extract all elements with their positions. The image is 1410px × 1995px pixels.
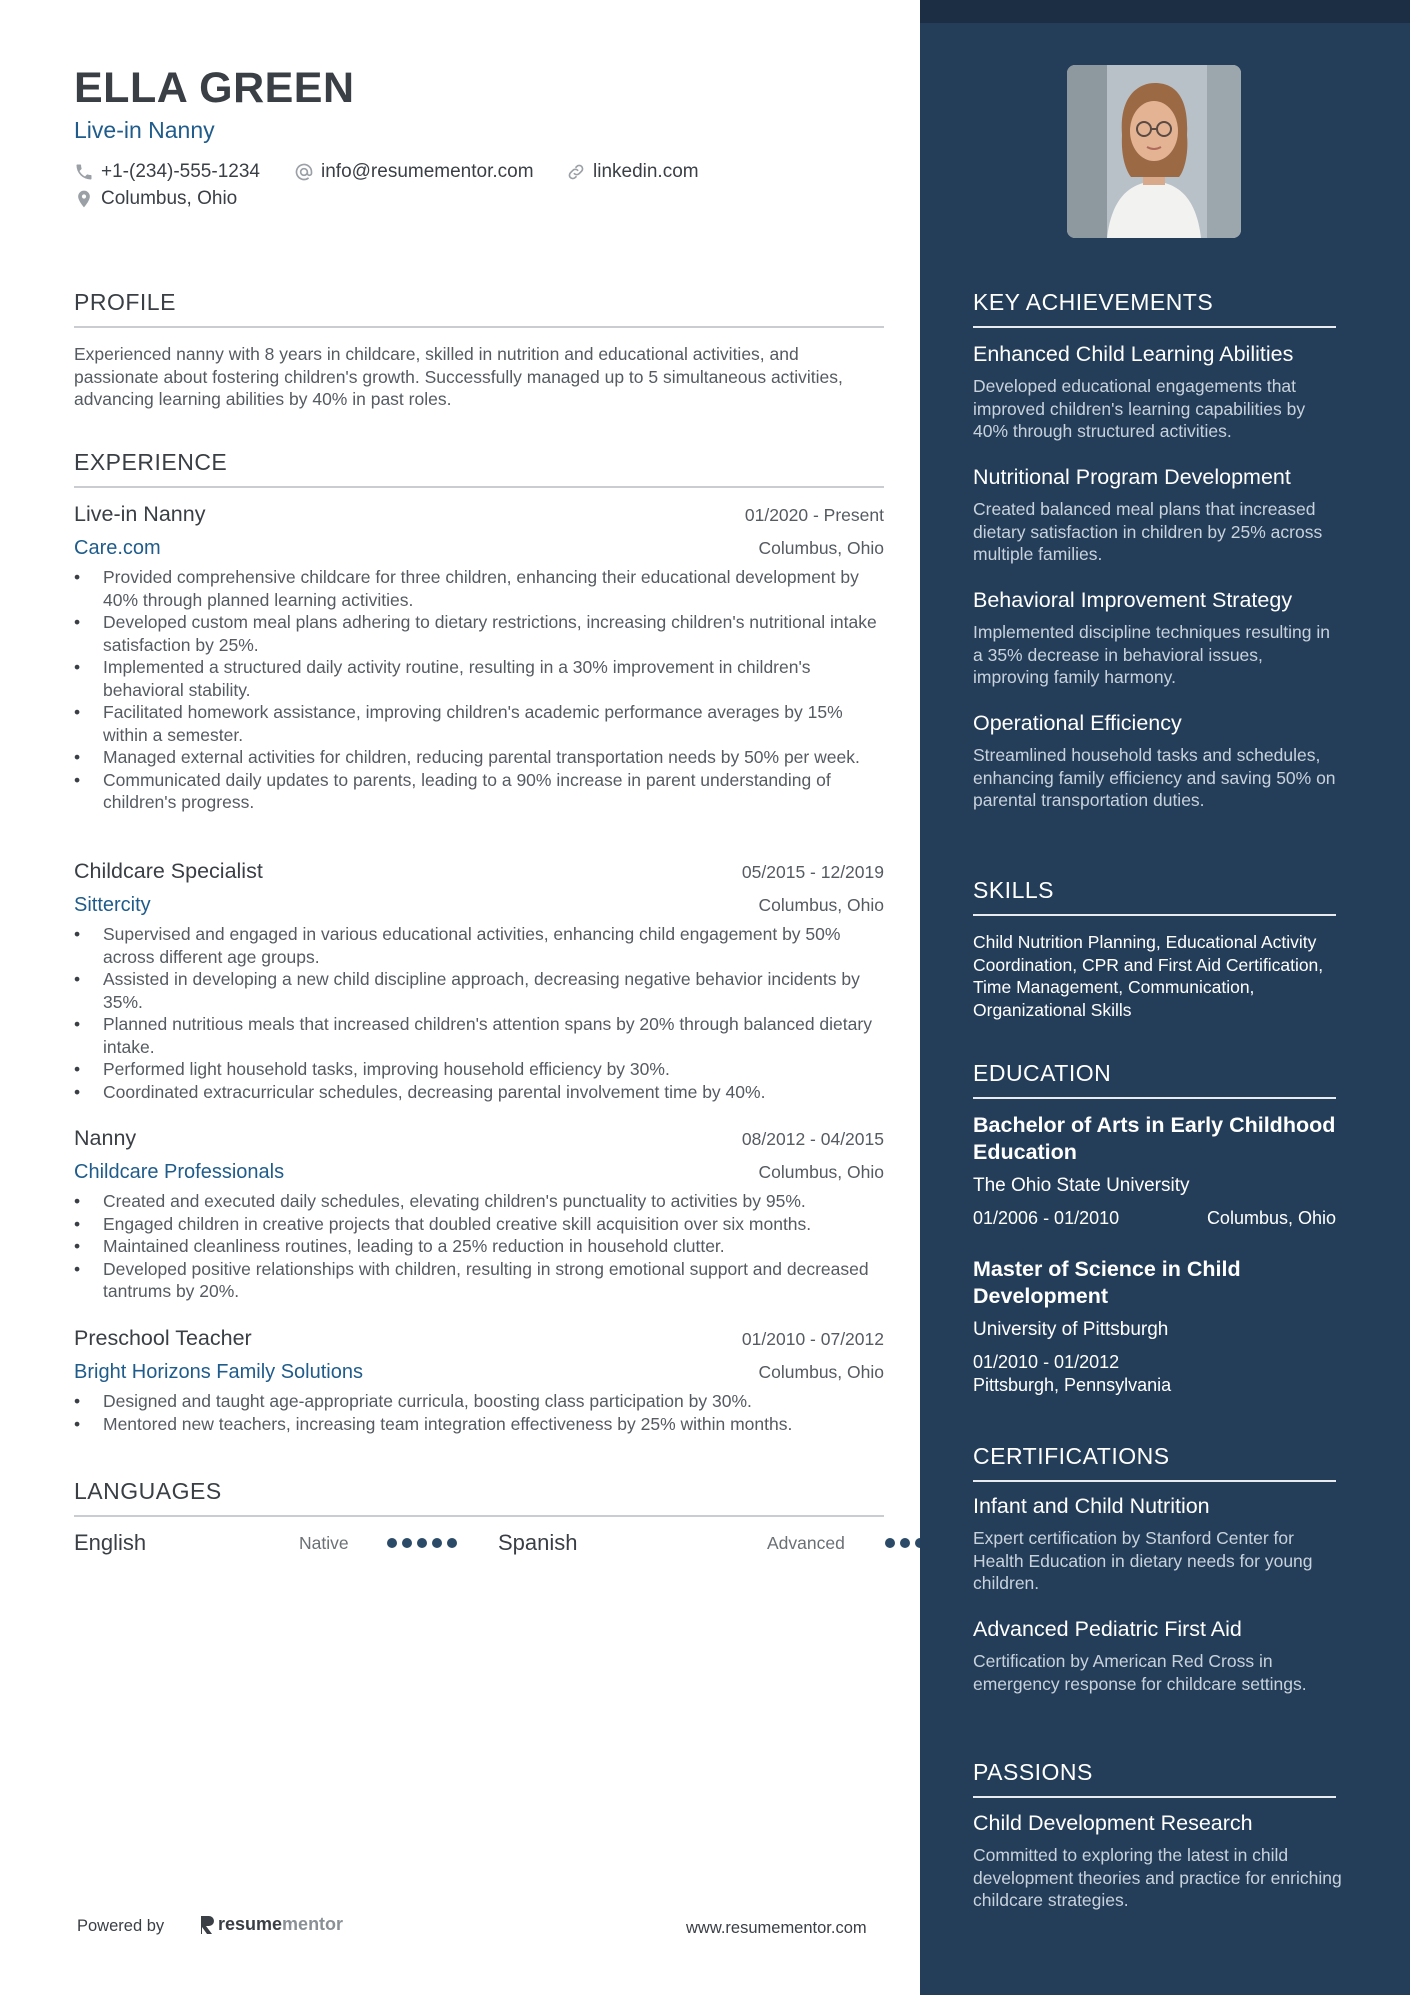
certification-item <box>973 1494 1343 1595</box>
link-icon <box>566 162 586 182</box>
contact-phone <box>74 161 260 183</box>
certification-desc: Expert certification by Stanford Center for Health Education in dietary needs for young children. <box>973 1528 1313 1593</box>
job-dates: 01/2020 - Present <box>744 505 884 525</box>
languages-heading: LANGUAGES <box>74 1478 884 1517</box>
job-bullet: • Supervised and engaged in various educational activities, enhancing child engagement by 50% across different age groups. <box>74 923 884 968</box>
job-bullet: • Provided comprehensive childcare for three children, enhancing their educational development by 40% through planned learning activities. <box>74 566 884 611</box>
passion-desc: Committed to exploring the latest in child development theories and practice for enriching childcare strategies. <box>973 1845 1342 1910</box>
rating-dot-filled <box>387 1538 397 1548</box>
passion-title: Child Development Research <box>973 1811 1253 1835</box>
sidebar-top-bar <box>920 0 1410 23</box>
certification-title: Infant and Child Nutrition <box>973 1494 1210 1518</box>
language-spanish <box>498 1529 884 1557</box>
job-title: Nanny <box>74 1126 137 1150</box>
job-bullet: • Developed custom meal plans adhering to dietary restrictions, increasing children's nutritional intake satisfaction by 25%. <box>74 611 884 656</box>
job-title: Childcare Specialist <box>74 859 263 883</box>
job-bullet: • Coordinated extracurricular schedules, decreasing parental involvement time by 40%. <box>74 1081 884 1104</box>
job-bullets <box>74 923 884 1103</box>
footer-brand[interactable] <box>199 1914 343 1935</box>
achievement-title: Behavioral Improvement Strategy <box>973 588 1293 612</box>
job-bullet: • Performed light household tasks, improving household efficiency by 30%. <box>74 1058 884 1081</box>
job-bullet: • Communicated daily updates to parents, leading to a 90% increase in parent understanding of children's progress. <box>74 769 884 814</box>
job-company: Bright Horizons Family Solutions <box>74 1361 363 1383</box>
experience-entry <box>74 1326 884 1435</box>
education-dates: 01/2006 - 01/2010 <box>973 1208 1120 1228</box>
education-location: Columbus, Ohio <box>1206 1208 1336 1228</box>
job-bullet: • Developed positive relationships with children, resulting in strong emotional support and decreased tantrums by 20%. <box>74 1258 884 1303</box>
job-dates: 05/2015 - 12/2019 <box>741 862 884 882</box>
achievement-title: Operational Efficiency <box>973 711 1182 735</box>
rating-dot-filled <box>432 1538 442 1548</box>
achievement-desc: Implemented discipline techniques resulting in a 35% decrease in behavioral issues, improving family harmony. <box>973 622 1331 687</box>
job-bullet: • Maintained cleanliness routines, leading to a 25% reduction in household clutter. <box>74 1235 884 1258</box>
experience-entry <box>74 1126 884 1303</box>
linkedin-text[interactable]: linkedin.com <box>593 161 699 182</box>
rating-dot-filled <box>900 1538 910 1548</box>
rating-dot-filled <box>417 1538 427 1548</box>
job-bullet: • Assisted in developing a new child discipline approach, decreasing negative behavior incidents by 35%. <box>74 968 884 1013</box>
experience-entry <box>74 859 884 1103</box>
job-company: Childcare Professionals <box>74 1161 285 1183</box>
job-bullets <box>74 1390 884 1435</box>
phone-text: +1-(234)-555-1234 <box>101 161 260 182</box>
achievement-desc: Developed educational engagements that improved children's learning capabilities by 40% through structured activities. <box>973 376 1306 441</box>
language-rating <box>387 1538 457 1548</box>
sidebar <box>920 0 1410 1995</box>
job-bullet: • Facilitated homework assistance, improving children's academic performance averages by 15% within a semester. <box>74 701 884 746</box>
job-bullet: • Implemented a structured daily activity routine, resulting in a 30% improvement in children's behavioral stability. <box>74 656 884 701</box>
job-bullet: • Planned nutritious meals that increased children's attention spans by 20% through balanced dietary intake. <box>74 1013 884 1058</box>
job-bullet: • Designed and taught age-appropriate curricula, boosting class participation by 30%. <box>74 1390 884 1413</box>
achievement-item <box>973 342 1343 443</box>
achievement-item <box>973 711 1343 812</box>
job-dates: 08/2012 - 04/2015 <box>741 1129 884 1149</box>
education-heading: EDUCATION <box>973 1060 1336 1099</box>
achievement-title: Enhanced Child Learning Abilities <box>973 342 1294 366</box>
achievement-title: Nutritional Program Development <box>973 465 1291 489</box>
achievements-heading: KEY ACHIEVEMENTS <box>973 289 1336 328</box>
education-item <box>973 1112 1336 1229</box>
job-location: Columbus, Ohio <box>758 895 884 915</box>
footer-website[interactable]: www.resumementor.com <box>686 1919 867 1937</box>
job-location: Columbus, Ohio <box>758 1162 884 1182</box>
location-text: Columbus, Ohio <box>101 188 238 209</box>
contact-email[interactable] <box>294 161 534 183</box>
education-location: Pittsburgh, Pennsylvania <box>973 1375 1172 1395</box>
job-title: Live-in Nanny <box>74 502 206 526</box>
job-bullet: • Engaged children in creative projects that doubled creative skill acquisition over six months. <box>74 1213 884 1236</box>
certification-item <box>973 1617 1343 1695</box>
education-dates: 01/2010 - 01/2012 <box>973 1352 1120 1372</box>
email-text[interactable]: info@resumementor.com <box>321 161 534 182</box>
achievement-item <box>973 465 1343 566</box>
job-company: Care.com <box>74 537 161 559</box>
job-title: Preschool Teacher <box>74 1326 252 1350</box>
footer-powered-by: Powered by <box>77 1917 165 1935</box>
profile-photo-image <box>1067 65 1241 238</box>
skills-heading: SKILLS <box>973 877 1336 916</box>
achievement-desc: Streamlined household tasks and schedules, enhancing family efficiency and saving 50% on parental transportation duties. <box>973 745 1336 810</box>
job-bullets <box>74 566 884 814</box>
profile-photo <box>1067 65 1241 238</box>
profile-heading: PROFILE <box>74 289 884 328</box>
candidate-title: Live-in Nanny <box>74 117 215 143</box>
certifications-heading: CERTIFICATIONS <box>973 1443 1336 1482</box>
contact-linkedin[interactable] <box>566 161 699 183</box>
skills-text: Child Nutrition Planning, Educational Activity Coordination, CPR and First Aid Certification, Time Management, Communication, Organizational Skills <box>973 932 1324 1020</box>
profile-text: Experienced nanny with 8 years in childcare, skilled in nutrition and educational activities, and passionate about fostering children's growth. Successfully managed up to 5 simultaneous activities, advancing learning abilities by 40% in past roles. <box>74 344 843 409</box>
contact-location <box>74 188 237 210</box>
certification-title: Advanced Pediatric First Aid <box>973 1617 1242 1641</box>
candidate-name: ELLA GREEN <box>74 64 355 112</box>
job-company: Sittercity <box>74 894 151 916</box>
job-location: Columbus, Ohio <box>758 538 884 558</box>
passion-item <box>973 1811 1343 1912</box>
job-bullet: • Managed external activities for children, reducing parental transportation needs by 50% per week. <box>74 746 884 769</box>
achievement-item <box>973 588 1343 689</box>
phone-icon <box>74 162 94 182</box>
resumementor-logo-icon <box>199 1915 215 1935</box>
language-level: Advanced <box>767 1533 845 1553</box>
education-item <box>973 1256 1336 1396</box>
language-level: Native <box>299 1533 349 1553</box>
education-school: The Ohio State University <box>973 1175 1190 1196</box>
certification-desc: Certification by American Red Cross in emergency response for childcare settings. <box>973 1651 1307 1694</box>
education-degree: Master of Science in Child Development <box>973 1257 1241 1308</box>
language-name: English <box>74 1530 147 1555</box>
experience-heading: EXPERIENCE <box>74 449 884 488</box>
rating-dot-filled <box>447 1538 457 1548</box>
job-location: Columbus, Ohio <box>758 1362 884 1382</box>
job-bullets <box>74 1190 884 1303</box>
education-degree: Bachelor of Arts in Early Childhood Education <box>973 1113 1336 1164</box>
at-icon <box>294 162 314 182</box>
job-dates: 01/2010 - 07/2012 <box>741 1329 884 1349</box>
location-pin-icon <box>74 189 94 209</box>
rating-dot-filled <box>885 1538 895 1548</box>
brand-part-a: resume <box>218 1914 283 1934</box>
language-english <box>74 1529 464 1557</box>
language-name: Spanish <box>498 1530 578 1555</box>
brand-part-b: mentor <box>282 1914 344 1934</box>
passions-heading: PASSIONS <box>973 1759 1336 1798</box>
job-bullet: • Created and executed daily schedules, elevating children's punctuality to activities by 95%. <box>74 1190 884 1213</box>
experience-entry <box>74 502 884 814</box>
achievement-desc: Created balanced meal plans that increased dietary satisfaction in children by 25% across multiple families. <box>973 499 1323 564</box>
job-bullet: • Mentored new teachers, increasing team integration effectiveness by 25% within months. <box>74 1413 884 1436</box>
rating-dot-filled <box>402 1538 412 1548</box>
education-school: University of Pittsburgh <box>973 1319 1169 1340</box>
